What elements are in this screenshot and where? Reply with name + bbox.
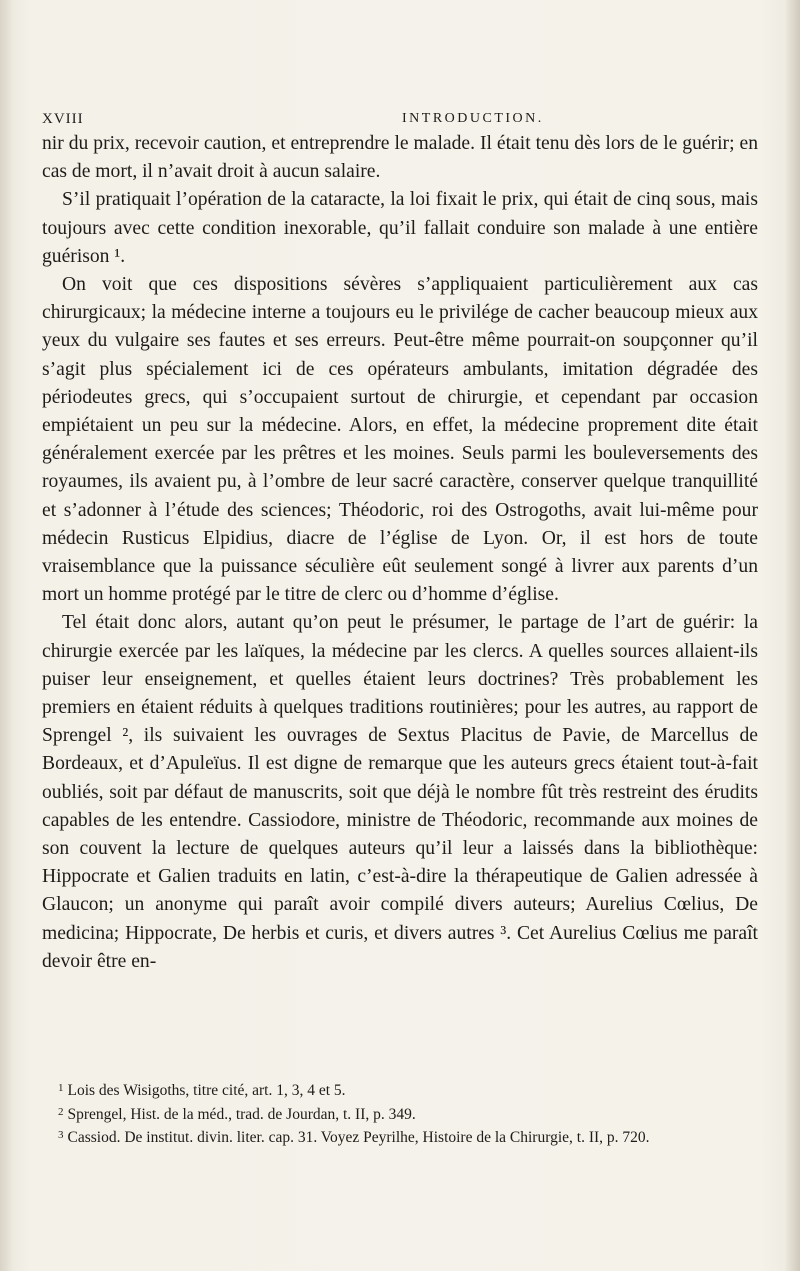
footnote xyxy=(42,1078,758,1102)
footnote-marker: 3 xyxy=(58,1129,64,1141)
page-left-edge xyxy=(0,0,12,1271)
running-title: INTRODUCTION. xyxy=(402,111,544,126)
body-text xyxy=(42,130,758,976)
footnote xyxy=(42,1102,758,1126)
footnote-marker: 1 xyxy=(58,1082,64,1094)
paragraph: nir du prix, recevoir caution, et entreprendre le malade. Il était tenu dès lors de le guérir; en cas de mort, il n’avait droit à aucun salaire. xyxy=(42,133,758,183)
footnote-text: Sprengel, Hist. de la méd., trad. de Jourdan, t. II, p. 349. xyxy=(67,1105,416,1123)
paragraph: S’il pratiquait l’opération de la cataracte, la loi fixait le prix, qui était de cinq sous, mais toujours avec cette condition inexorable, qu’il fallait conduire son malade à une entière guérison ¹. xyxy=(42,189,758,267)
footnote-marker: 2 xyxy=(58,1105,64,1118)
page-right-edge xyxy=(786,0,800,1271)
footnote-text: Lois des Wisigoths, titre cité, art. 1, 3, 4 et 5. xyxy=(67,1082,346,1099)
footnote-text: Cassiod. De institut. divin. liter. cap. 31. Voyez Peyrilhe, Histoire de la Chirurgie, t. II, p. 720. xyxy=(67,1129,650,1146)
footnotes xyxy=(42,1078,758,1149)
page-number: XVIII xyxy=(42,111,84,127)
footnote xyxy=(42,1125,758,1149)
paragraph: On voit que ces dispositions sévères s’appliquaient particulièrement aux cas chirurgicaux; la médecine interne a toujours eu le privilége de cacher beaucoup mieux aux yeux du vulgaire ses fautes et ses erreurs. Peut-être même pourrait-on soupçonner qu’il s’agit plus spécialement ici de ces opérateurs ambulants, imitation dégradée des périodeutes grecs, qui s’occupaient surtout de chirurgie, et cependant par occasion empiétaient un peu sur la médecine. Alors, en effet, la médecine proprement dite était généralement exercée par les prêtres et les moines. Seuls parmi les bouleversements des royaumes, ils avaient pu, à l’ombre de leur sacré caractère, conserver quelque tranquillité et s’adonner à l’étude des sciences; Théodoric, roi des Ostrogoths, avait lui-même pour médecin Rusticus Elpidius, diacre de l’église de Lyon. Or, il est hors de toute vraisemblance que la puissance séculière eût seulement songé à livrer aux parents d’un mort un homme protégé par le titre de clerc ou d’homme d’église. xyxy=(42,274,758,606)
paragraph: Tel était donc alors, autant qu’on peut le présumer, le partage de l’art de guérir: la chirurgie exercée par les laïques, la médecine par les clercs. A quelles sources allaient-ils puiser leur enseignement, et quelles étaient leurs doctrines? Très probablement les premiers en étaient réduits à quelques traditions routinières; pour les autres, au rapport de Sprengel ², ils suivaient les ouvrages de Sextus Placitus de Pavie, de Marcellus de Bordeaux, et d’Apuleïus. Il est digne de remarque que les auteurs grecs étaient tout-à-fait oubliés, soit par défaut de manuscrits, soit que déjà le nombre fût très restreint des érudits capables de les entendre. Cassiodore, ministre de Théodoric, recommande aux moines de son couvent la lecture de quelques auteurs qu’il leur a laissés dans la bibliothèque: Hippocrate et Galien traduits en latin, c’est-à-dire la thérapeutique de Galien adressée à Glaucon; un anonyme qui paraît avoir compilé divers auteurs; Aurelius Cœlius, De medicina; Hippocrate, De herbis et curis, et divers autres ³. Cet Aurelius Cœlius me paraît devoir être en- xyxy=(42,612,758,972)
